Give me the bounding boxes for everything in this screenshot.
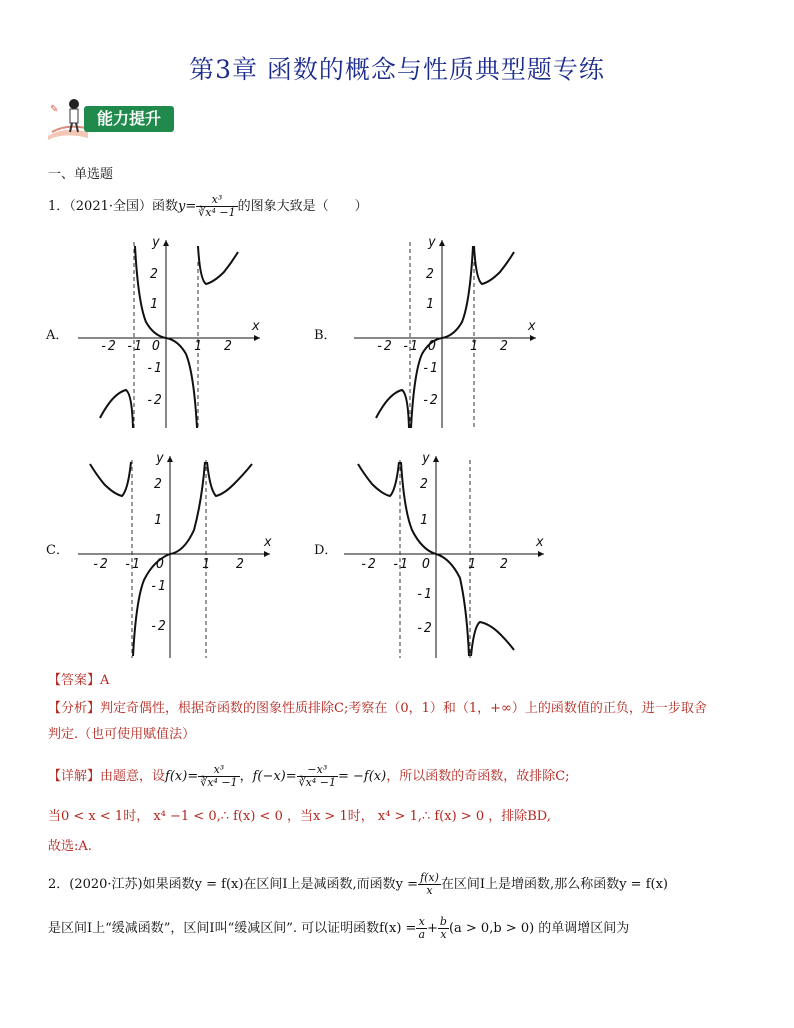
y-axis-label: y [152, 235, 160, 250]
svg-text:x: x [528, 319, 536, 334]
question-1 [48, 194, 368, 219]
svg-text:1: 1 [426, 297, 434, 312]
svg-text:-1: -1 [150, 579, 166, 594]
svg-text:x: x [264, 535, 272, 550]
question-2-line-2: 是区间I上“缓减函数”，区间I叫“缓减区间”. 可以证明函数f(x) = $\frac{x}{a}$ + $\frac{b}{x}$ (a > 0,b > 0) 的单调增区间为 [48, 915, 630, 941]
svg-text:-2: -2 [422, 393, 438, 408]
option-d-label: D． [314, 543, 338, 558]
analysis-line-2: 判定.（也可使用赋值法） [48, 727, 196, 742]
svg-text:-2: -2 [150, 619, 166, 634]
svg-text:-2: -2 [92, 557, 108, 572]
svg-text:1: 1 [154, 513, 162, 528]
svg-text:-2: -2 [416, 621, 432, 636]
svg-text:-1: -1 [392, 557, 408, 572]
graph-d [340, 450, 550, 662]
svg-text:2: 2 [420, 477, 428, 492]
answer-tag: 【答案】 [48, 673, 101, 688]
option-a-label: A． [46, 328, 69, 343]
svg-text:y: y [428, 235, 436, 250]
question-2-line-1: 2．(2020·江苏)如果函数y = f(x)在区间I上是减函数,而函数y = $\frac{f(x)}{x}$ 在区间I上是增函数,那么称函数y = f(x) [48, 871, 668, 897]
svg-text:-1: -1 [422, 361, 438, 376]
tick-y-neg1: -1 [146, 361, 162, 376]
svg-text:O: O [422, 557, 430, 572]
svg-text:-1: -1 [402, 339, 418, 354]
graph-c [74, 450, 274, 662]
tick-x-neg2: -2 [100, 339, 116, 354]
detail-line-1: 【详解】由题意，设f(x)= $\frac{\text{x³}}{\text{∛x⁴ −1}}$ ，f(−x)= $\frac{\text{−x³}}{\text{∛x⁴ −1}}$ = −f(x)，所以函数的奇函数，故排除C; [48, 763, 570, 789]
svg-text:-2: -2 [376, 339, 392, 354]
svg-text:2: 2 [500, 339, 508, 354]
x-axis-label: x [252, 319, 260, 334]
graph-a [74, 232, 274, 432]
tick-y-2: 2 [150, 267, 158, 282]
q1-func-y: y= [178, 199, 197, 214]
svg-text:y: y [422, 451, 430, 466]
svg-text:x: x [536, 535, 544, 550]
section-heading: 一、单选题 [48, 167, 114, 182]
answer-line [48, 672, 109, 690]
svg-text:1: 1 [420, 513, 428, 528]
svg-text:-2: -2 [360, 557, 376, 572]
answer-value: A [100, 673, 110, 688]
svg-text:✎: ✎ [50, 104, 59, 115]
svg-text:2: 2 [426, 267, 434, 282]
svg-text:O: O [428, 339, 436, 354]
q1-suffix: 的图象大致是（ ） [237, 199, 368, 214]
q1-fraction: $\frac{\text{x³}}{\text{∛x⁴ −1}}$ [198, 193, 236, 219]
svg-text:-1: -1 [416, 587, 432, 602]
svg-text:1: 1 [470, 339, 478, 354]
tick-y-neg2: -2 [146, 393, 162, 408]
svg-text:2: 2 [236, 557, 244, 572]
tick-y-1: 1 [150, 297, 158, 312]
analysis-tag: 【分析】 [48, 701, 101, 716]
origin-label: O [152, 339, 160, 354]
badge-label: 能力提升 [84, 106, 174, 132]
detail-line-3: 故选:A. [48, 839, 92, 854]
svg-text:2: 2 [154, 477, 162, 492]
option-b-label: B． [314, 328, 337, 343]
svg-text:2: 2 [500, 557, 508, 572]
analysis-line-1: 【分析】判定奇偶性，根据奇函数的图象性质排除C;考察在（0，1）和（1，+∞）上的函数值的正负，进一步取舍 [48, 701, 707, 716]
detail-tag: 【详解】 [48, 769, 101, 784]
svg-text:-1: -1 [124, 557, 140, 572]
svg-text:1: 1 [468, 557, 476, 572]
svg-text:O: O [156, 557, 164, 572]
svg-text:y: y [156, 451, 164, 466]
tick-x-2: 2 [224, 339, 232, 354]
page-title: 第3章 函数的概念与性质典型题专练 [189, 55, 605, 84]
graph-b [350, 232, 550, 432]
ability-badge [44, 96, 184, 142]
detail-line-2: 当0 < x < 1时， x⁴ −1 < 0,∴ f(x) < 0 ，当x > 1时， x⁴ > 1,∴ f(x) > 0 ，排除BD, [48, 809, 551, 824]
svg-text:1: 1 [202, 557, 210, 572]
option-c-label: C． [46, 543, 69, 558]
tick-x-1: 1 [194, 339, 202, 354]
q1-prefix: 1．（2021·全国）函数 [48, 199, 178, 214]
tick-x-neg1: -1 [126, 339, 142, 354]
